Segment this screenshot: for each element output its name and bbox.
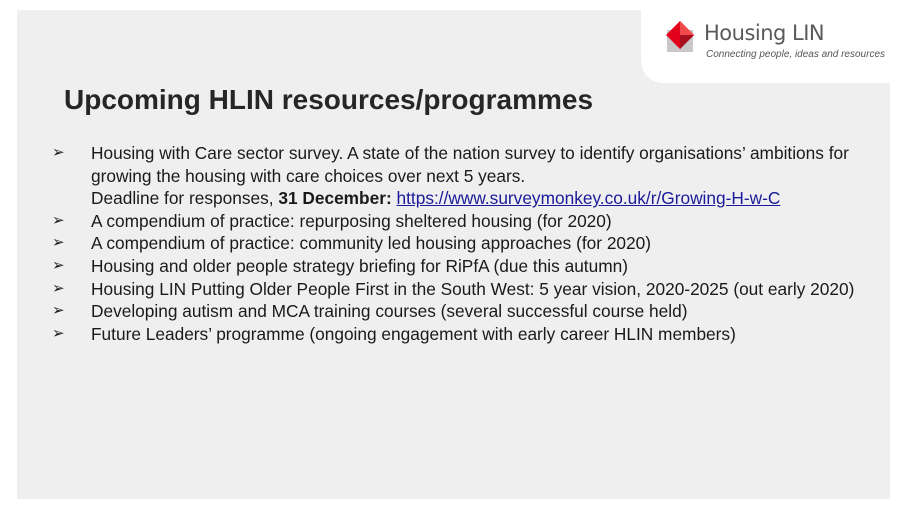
arrow-bullet-icon: ➢ bbox=[52, 324, 65, 342]
logo bbox=[641, 10, 890, 83]
bullet-text: Developing autism and MCA training courses (several successful course held) bbox=[91, 301, 688, 322]
bullet-text: Housing with Care sector survey. A state of the nation survey to identify organisations’ ambitions for growing the housing with care choices over next 5 years. bbox=[91, 143, 849, 186]
arrow-bullet-icon: ➢ bbox=[52, 144, 65, 161]
arrow-bullet-icon: ➢ bbox=[52, 302, 65, 320]
page-title: Upcoming HLIN resources/programmes bbox=[64, 84, 594, 115]
list-item bbox=[52, 255, 872, 278]
list-item bbox=[52, 232, 872, 255]
deadline-date: 31 December: bbox=[278, 188, 392, 209]
logo-tagline: Connecting people, ideas and resources bbox=[706, 49, 886, 60]
list-item bbox=[52, 300, 872, 323]
arrow-bullet-icon: ➢ bbox=[52, 256, 65, 274]
bullet-text: Housing and older people strategy briefing for RiPfA (due this autumn) bbox=[91, 255, 628, 276]
bullet-text: A compendium of practice: community led housing approaches (for 2020) bbox=[91, 233, 652, 254]
logo-name: Housing LIN bbox=[704, 21, 825, 45]
bullet-text: Housing LIN Putting Older People First in the South West: 5 year vision, 2020-2025 (out early 2020) bbox=[91, 278, 855, 299]
list-item bbox=[52, 210, 872, 233]
bullet-list bbox=[52, 142, 872, 345]
arrow-bullet-icon: ➢ bbox=[52, 211, 65, 229]
list-item bbox=[52, 142, 872, 210]
house-logo-icon bbox=[665, 20, 695, 52]
arrow-bullet-icon: ➢ bbox=[52, 234, 65, 252]
bullet-text: Future Leaders’ programme (ongoing engagement with early career HLIN members) bbox=[91, 323, 736, 344]
deadline-prefix: Deadline for responses, bbox=[91, 188, 274, 209]
list-item bbox=[52, 278, 872, 301]
survey-link[interactable]: https://www.surveymonkey.co.uk/r/Growing-H-w-C bbox=[396, 188, 781, 209]
arrow-bullet-icon: ➢ bbox=[52, 279, 65, 297]
list-item bbox=[52, 323, 872, 346]
bullet-text: A compendium of practice: repurposing sheltered housing (for 2020) bbox=[91, 210, 612, 231]
